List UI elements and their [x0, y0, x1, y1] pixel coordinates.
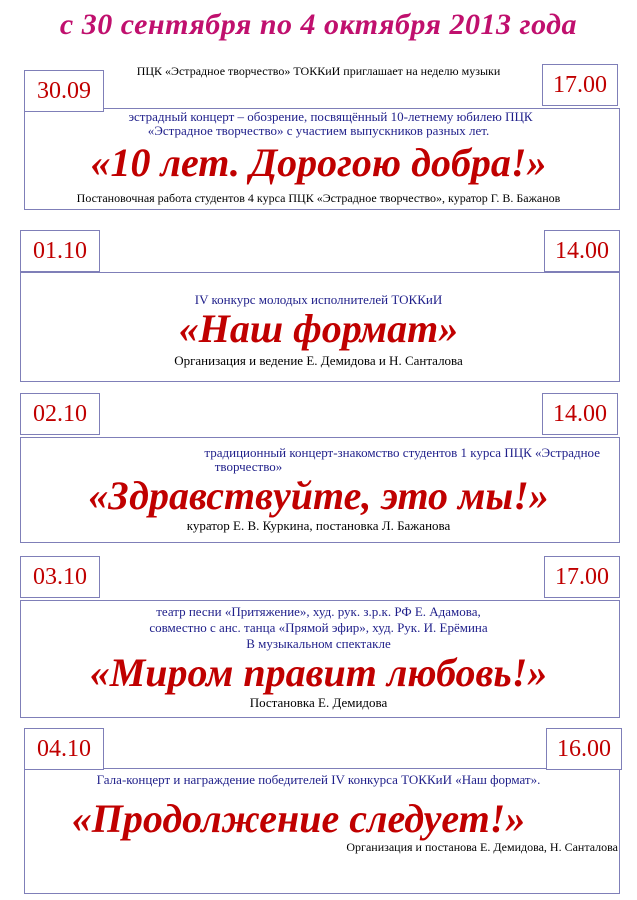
event-credit: куратор Е. В. Куркина, постановка Л. Бажанова [186, 518, 451, 533]
event-credit: Организация и ведение Е. Демидова и Н. Санталова [174, 353, 463, 368]
event-description-line: творчество» [214, 459, 283, 474]
event-04-10 [0, 728, 637, 898]
event-date: 03.10 [20, 556, 100, 598]
event-01-10 [0, 230, 637, 385]
event-description-line: Гала-концерт и награждение победителей IV конкурса ТОККиИ «Наш формат». [96, 772, 541, 787]
event-description-line: совместно с анс. танца «Прямой эфир», худ. Рук. И. Ерёмина [149, 620, 488, 635]
event-title: «Здравствуйте, это мы!» [88, 473, 549, 518]
page-header: с 30 сентября по 4 октября 2013 года [59, 8, 578, 41]
event-title: «Наш формат» [178, 306, 459, 351]
event-credit: Организация и постанова Е. Демидова, Н. Санталова [346, 840, 618, 854]
event-description-line: эстрадный концерт – обозрение, посвящённый 10-летнему юбилею ПЦК [128, 109, 533, 124]
event-description-line: IV конкурс молодых исполнителей ТОККиИ [194, 292, 443, 307]
event-description-line: «Эстрадное творчество» с участием выпускников разных лет. [147, 123, 490, 138]
event-time: 14.00 [542, 393, 618, 435]
event-date: 04.10 [24, 728, 104, 770]
event-title: «10 лет. Дорогою добра!» [90, 140, 547, 185]
event-intro: ПЦК «Эстрадное творчество» ТОККиИ приглашает на неделю музыки [136, 64, 501, 78]
event-description-line: В музыкальном спектакле [246, 636, 391, 651]
event-date: 01.10 [20, 230, 100, 272]
event-time: 17.00 [544, 556, 620, 598]
event-02-10 [0, 393, 637, 545]
event-title: «Миром правит любовь!» [89, 650, 548, 695]
event-time: 17.00 [542, 64, 618, 106]
event-description-line: театр песни «Притяжение», худ. рук. з.р.к. РФ Е. Адамова, [156, 604, 481, 619]
event-credit: Постановочная работа студентов 4 курса ПЦК «Эстрадное творчество», куратор Г. В. Бажанов [76, 191, 561, 205]
event-30-09 [0, 64, 637, 214]
event-date: 02.10 [20, 393, 100, 435]
event-03-10 [0, 556, 637, 720]
event-time: 14.00 [544, 230, 620, 272]
event-title: «Продолжение следует!» [71, 796, 526, 841]
event-description-line: традиционный концерт-знакомство студентов 1 курса ПЦК «Эстрадное [204, 445, 600, 460]
event-time: 16.00 [546, 728, 622, 770]
event-credit: Постановка Е. Демидова [249, 695, 388, 710]
event-date: 30.09 [24, 70, 104, 112]
